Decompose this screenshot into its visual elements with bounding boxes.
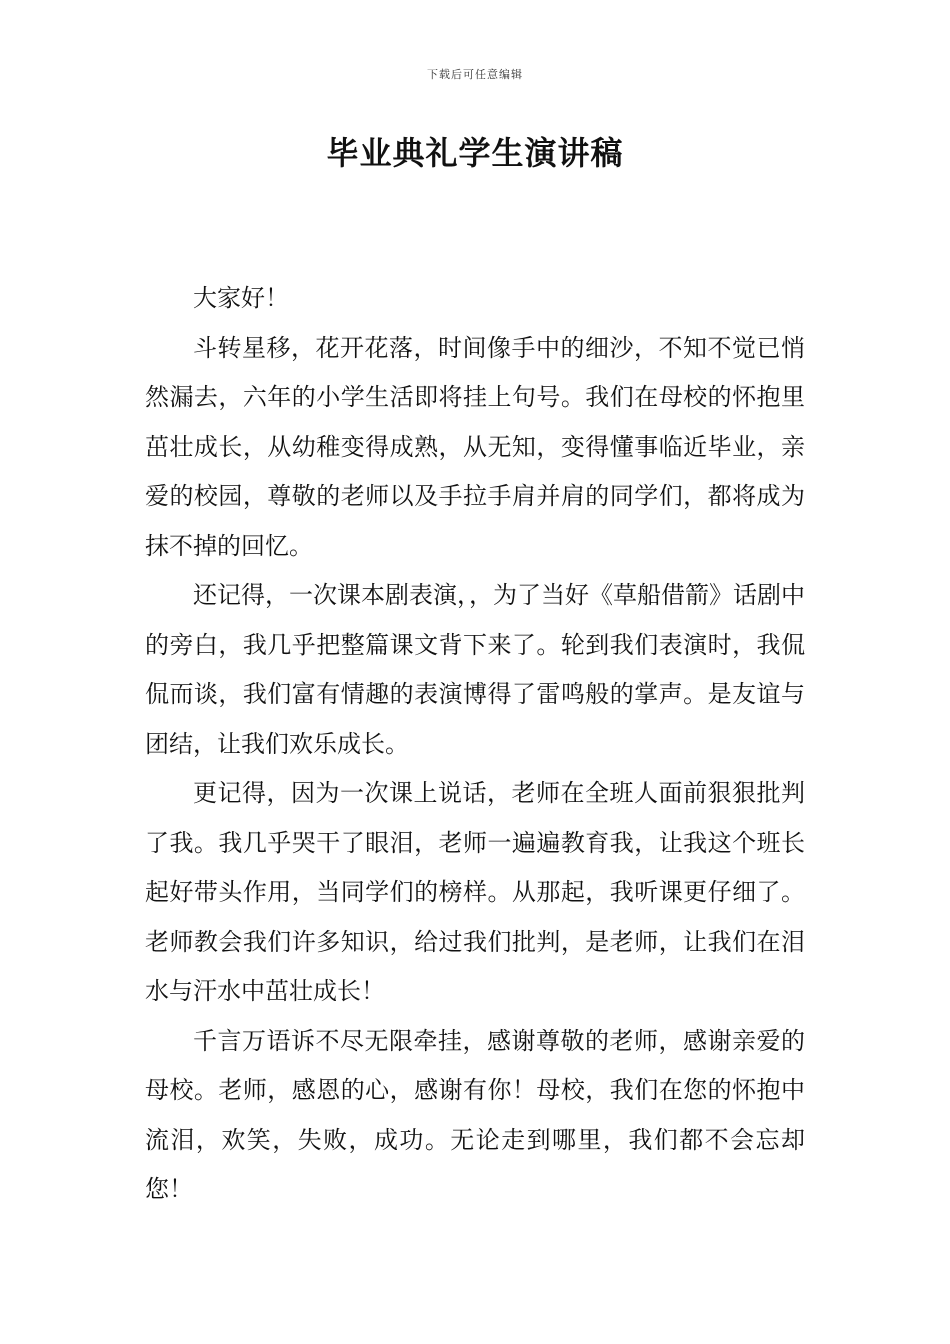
page-header: 下载后可任意编辑	[427, 68, 523, 81]
paragraph-1: 斗转星移，花开花落，时间像手中的细沙，不知不觉已悄然漏去，六年的小学生活即将挂上句号。我们在母校的怀抱里茁壮成长，从幼稚变得成熟，从无知，变得懂事临近毕业，亲爱的校园，尊敬的老师以及手拉手肩并肩的同学们，都将成为抹不掉的回忆。	[145, 333, 805, 560]
paragraph-greeting: 大家好！	[193, 284, 289, 312]
paragraph-3: 更记得，因为一次课上说话，老师在全班人面前狠狠批判了我。我几乎哭干了眼泪，老师一遍遍教育我，让我这个班长起好带头作用，当同学们的榜样。从那起，我听课更仔细了。老师教会我们许多知识，给过我们批判，是老师，让我们在泪水与汗水中茁壮成长！	[145, 779, 805, 1005]
paragraph-4: 千言万语诉不尽无限牵挂，感谢尊敬的老师，感谢亲爱的母校。老师，感恩的心，感谢有你！母校，我们在您的怀抱中流泪，欢笑，失败，成功。无论走到哪里，我们都不会忘却您！	[145, 1026, 805, 1203]
document-body	[145, 274, 805, 1215]
document-title: 毕业典礼学生演讲稿	[326, 134, 624, 172]
paragraph-2: 还记得，一次课本剧表演，，为了当好《草船借箭》话剧中的旁白，我几乎把整篇课文背下来了。轮到我们表演时，我侃侃而谈，我们富有情趣的表演博得了雷鸣般的掌声。是友谊与团结，让我们欢乐成长。	[145, 581, 805, 758]
